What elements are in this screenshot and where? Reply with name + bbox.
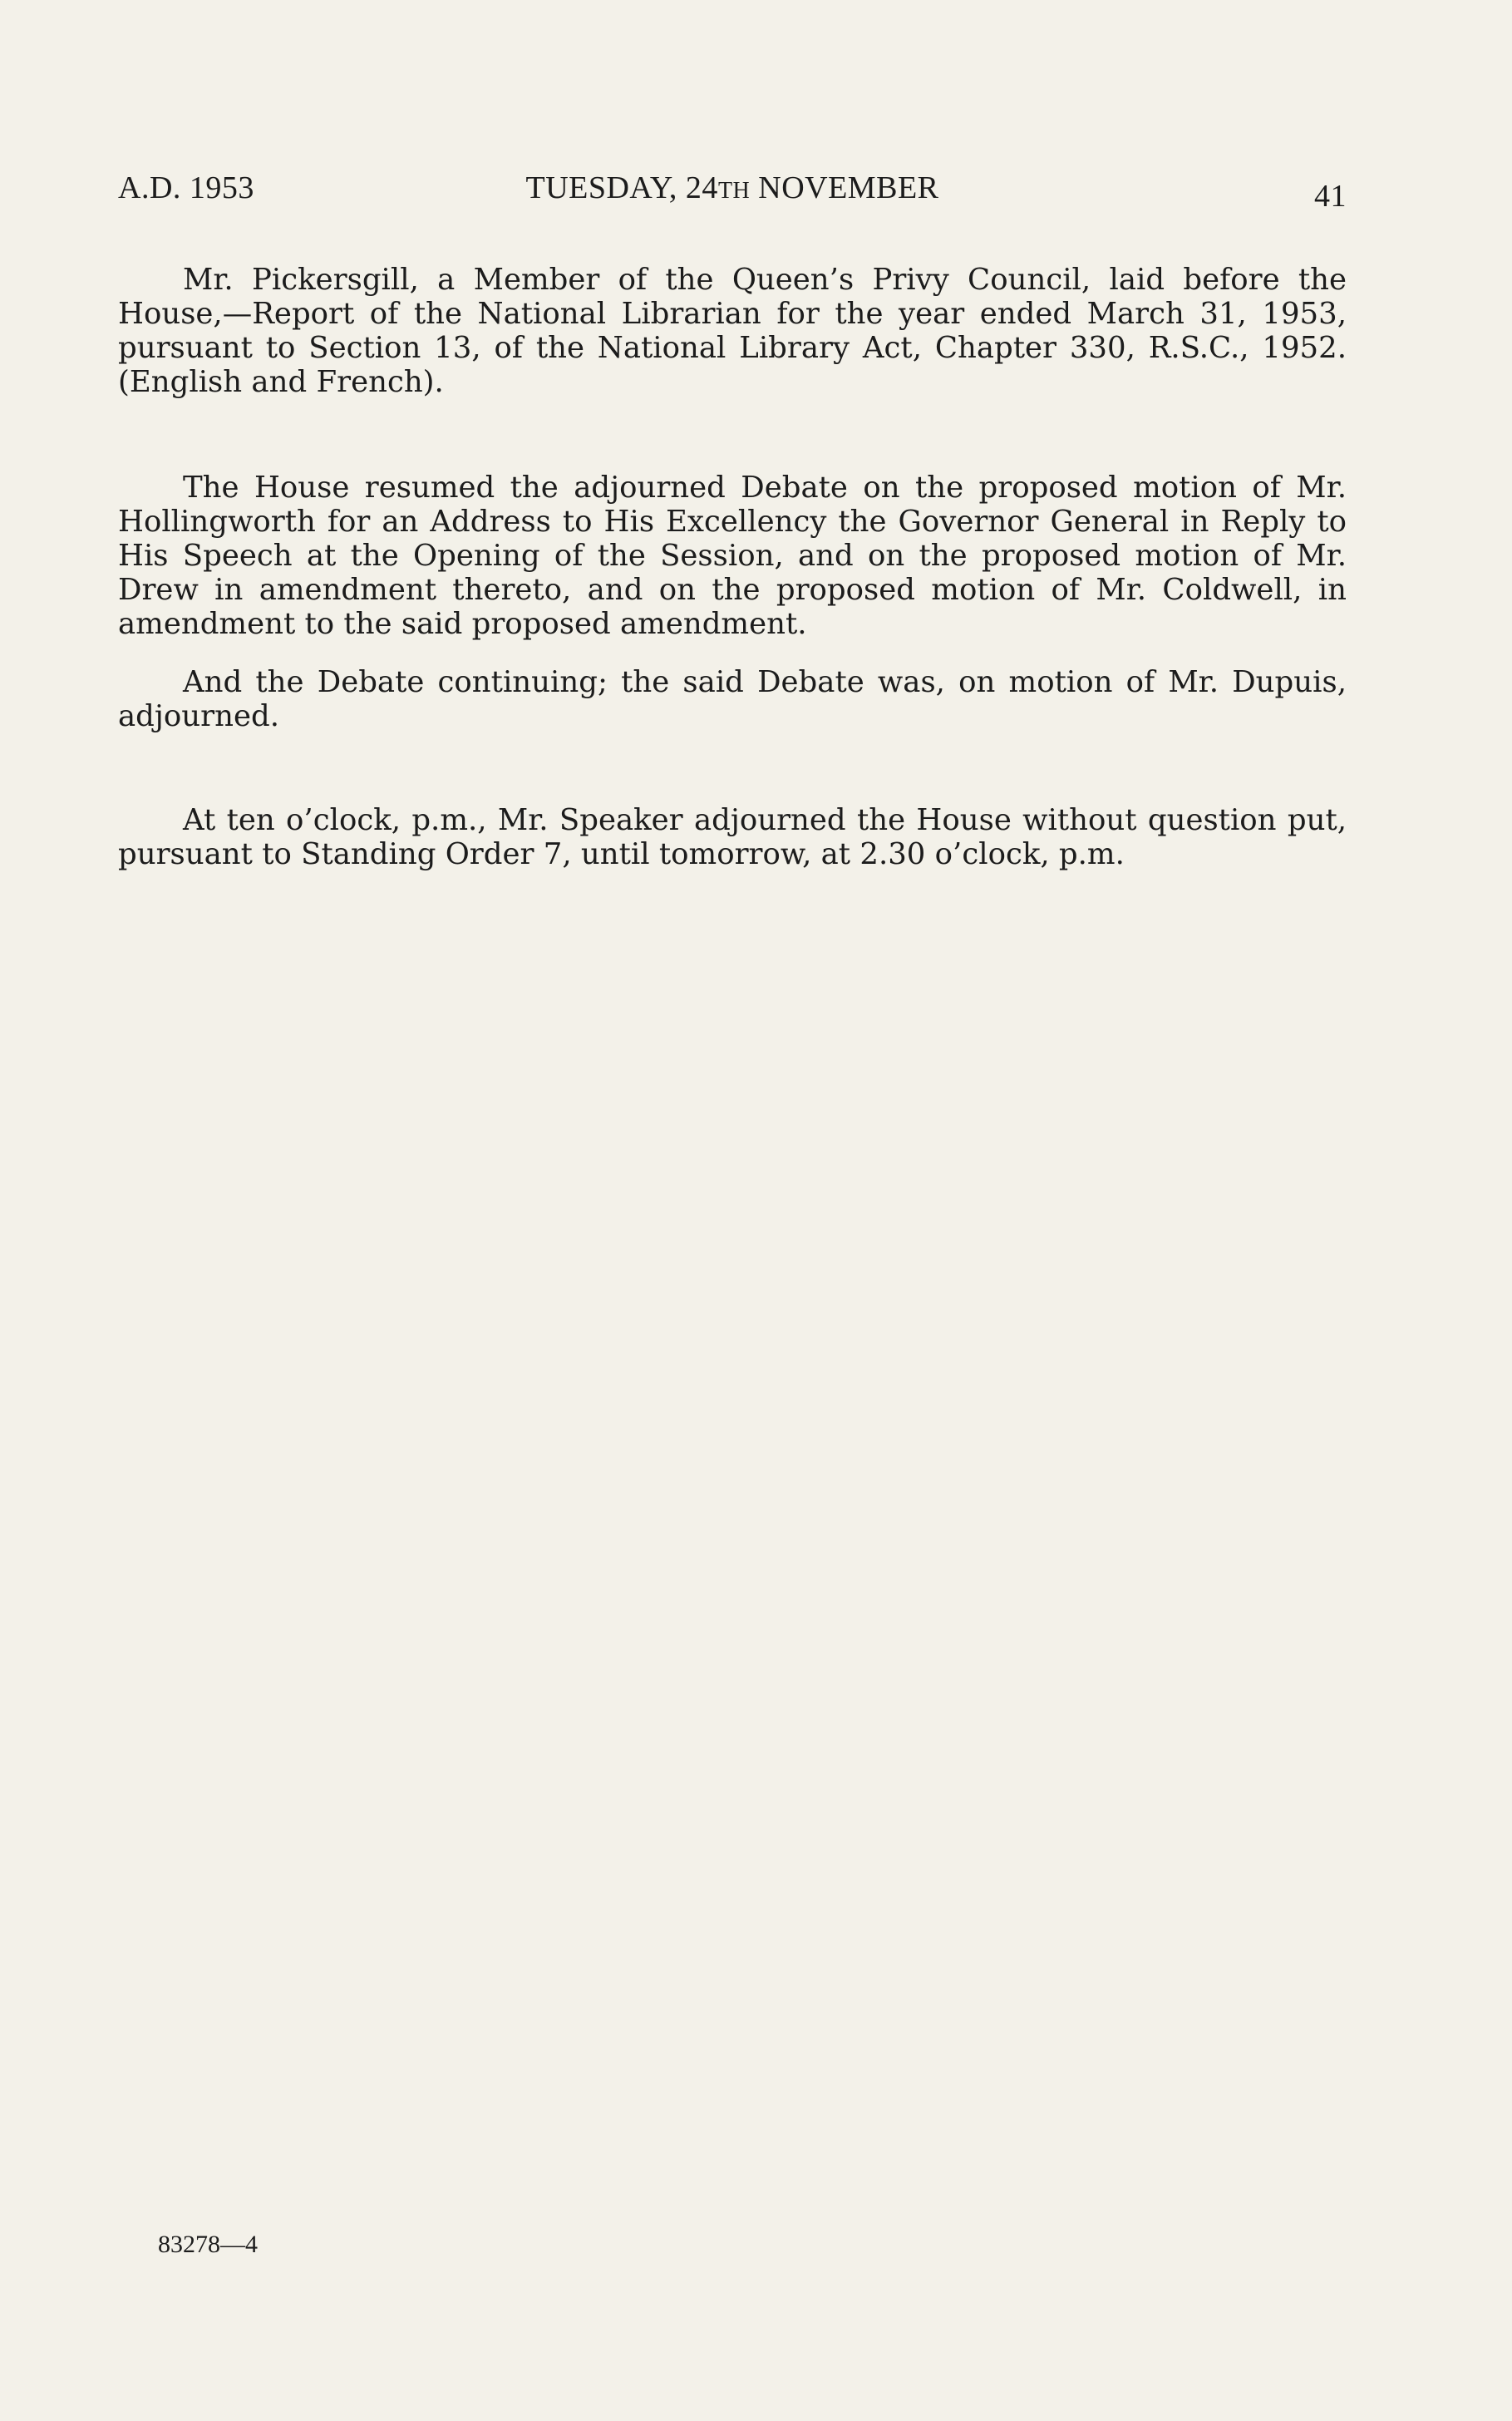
header-year: A.D. 1953 bbox=[118, 170, 254, 205]
paragraph-adjourned-debate bbox=[118, 471, 1347, 641]
page-header bbox=[118, 166, 1347, 216]
paragraph-report-tabled bbox=[118, 263, 1347, 399]
header-date bbox=[118, 170, 1347, 206]
paragraph-text: Mr. Pickersgill, a Member of the Queen’s Privy Council, laid before the House,—Report of the National Librarian for the year ended March 31, 1953, pursuant to Section 13, of the National Library Act, Chapter 330, R.S.C., 1952. (English and French). bbox=[118, 263, 1347, 399]
header-ordinal: TH bbox=[717, 178, 751, 204]
print-code: 83278—4 bbox=[158, 2231, 258, 2258]
paragraph-text: The House resumed the adjourned Debate on the proposed motion of Mr. Hollingworth for an Address to His Excellency the Governor General in Reply to His Speech at the Opening of the Session, and on the proposed motion of Mr. Drew in amendment thereto, and on the proposed motion of Mr. Coldwell, in amendment to the said proposed amendment. bbox=[118, 471, 1347, 641]
header-day: TUESDAY, 24 bbox=[525, 170, 718, 205]
paragraph-text: At ten o’clock, p.m., Mr. Speaker adjourned the House without question put, pursuant to Standing Order 7, until tomorrow, at 2.30 o’clock, p.m. bbox=[118, 803, 1347, 871]
paragraph-debate-continuing bbox=[118, 665, 1347, 733]
page-number: 41 bbox=[1314, 179, 1347, 214]
paragraph-text: And the Debate continuing; the said Debate was, on motion of Mr. Dupuis, adjourned. bbox=[118, 665, 1347, 733]
header-month: NOVEMBER bbox=[758, 170, 939, 205]
paragraph-house-adjourned bbox=[118, 803, 1347, 871]
